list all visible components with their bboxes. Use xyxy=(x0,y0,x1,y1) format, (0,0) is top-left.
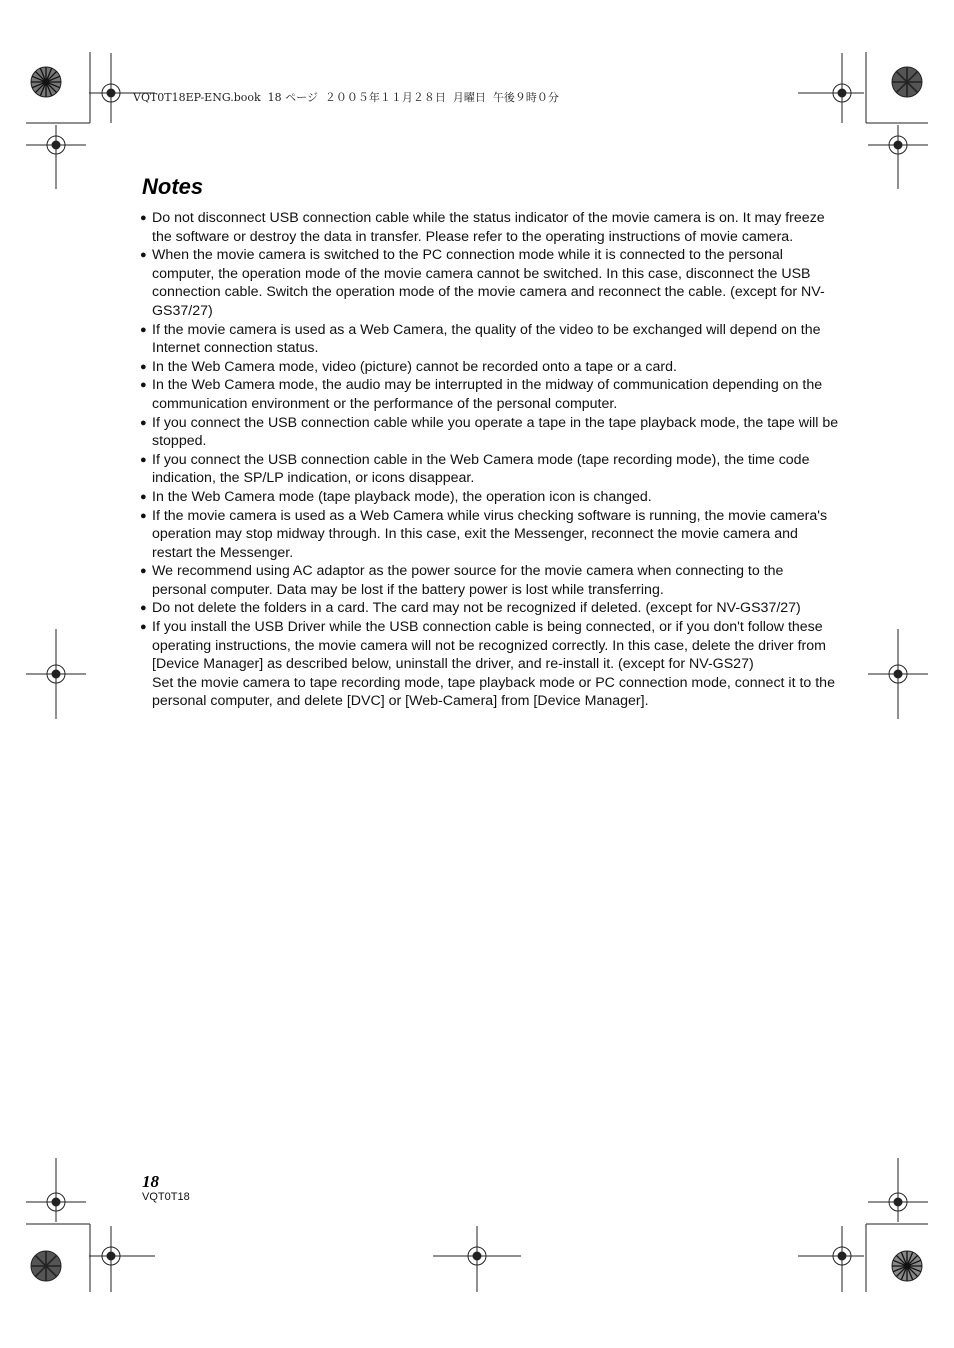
print-header: VQT0T18EP-ENG.book 18 ページ ２００５年１１月２８日 月曜日 午後９時０分 xyxy=(133,91,559,104)
note-text: We recommend using AC adaptor as the power source for the movie camera when connecting to the personal computer. Data may be lost if the battery power is lost while transferring. xyxy=(152,563,784,598)
bullet-icon: ● xyxy=(140,490,147,503)
bullet-icon: ● xyxy=(140,509,147,522)
document-code: VQT0T18 xyxy=(142,1191,190,1203)
page-number: 18 xyxy=(142,1172,159,1191)
crosshair-icon xyxy=(89,1226,155,1292)
note-text: Do not disconnect USB connection cable while the status indicator of the movie camera is on. It may freeze the software or destroy the data in transfer. Please refer to the operating instructions of movie camera. xyxy=(152,210,825,245)
list-item xyxy=(140,321,840,358)
note-text: Do not delete the folders in a card. The card may not be recognized if deleted. (except for NV-GS37/27) xyxy=(152,600,801,617)
list-item xyxy=(140,376,840,413)
note-text: If the movie camera is used as a Web Camera while virus checking software is running, the movie camera's operation may stop midway through. In this case, exit the Messenger, reconnect the movie camera and restart the Messenger. xyxy=(152,507,828,561)
list-item xyxy=(140,488,840,507)
bullet-icon: ● xyxy=(140,212,147,224)
note-text: In the Web Camera mode (tape playback mode), the operation icon is changed. xyxy=(152,488,652,505)
list-item xyxy=(140,599,840,618)
list-item xyxy=(140,246,840,320)
crosshair-icon xyxy=(868,629,928,719)
note-continuation: Set the movie camera to tape recording mode, tape playback mode or PC connection mode, connect it to the personal computer, and delete [DVC] or [Web-Camera] from [Device Manager]. xyxy=(152,674,835,710)
crosshair-icon xyxy=(798,1226,864,1292)
crosshair-icon xyxy=(89,53,155,123)
note-text: When the movie camera is switched to the PC connection mode while it is connected to the personal computer, the operation mode of the movie camera cannot be switched. In this case, disconnect the USB connection cable. Switch the operation mode of the movie camera and reconnect the cable. (except for NV-GS37/27) xyxy=(152,247,825,319)
list-item xyxy=(140,562,840,599)
note-text: If you install the USB Driver while the USB connection cable is being connected, or if you don't follow these operating instructions, the movie camera will not be recognized correctly. In this case, delete the driver from [Device Manager] as described below, uninstall the driver, and re-install it. (except for NV-GS27) xyxy=(152,619,826,673)
bullet-icon: ● xyxy=(140,360,147,373)
bullet-icon: ● xyxy=(140,565,147,578)
crosshair-icon xyxy=(26,629,86,719)
list-item xyxy=(140,618,840,711)
registration-wheel-icon xyxy=(31,1251,61,1281)
crosshair-icon xyxy=(868,125,928,189)
list-item xyxy=(140,451,840,488)
note-text: In the Web Camera mode, the audio may be interrupted in the midway of communication depending on the communication environment or the performance of the personal computer. xyxy=(152,377,823,412)
crosshair-icon xyxy=(433,1226,521,1292)
list-item xyxy=(140,507,840,563)
registration-wheel-icon xyxy=(892,1251,922,1281)
note-text: In the Web Camera mode, video (picture) cannot be recorded onto a tape or a card. xyxy=(152,358,677,375)
crosshair-icon xyxy=(26,1158,86,1222)
note-text: If you connect the USB connection cable in the Web Camera mode (tape recording mode), the time code indication, the SP/LP indication, or icons disappear. xyxy=(152,451,810,487)
crosshair-icon xyxy=(26,125,86,189)
registration-wheel-icon xyxy=(892,67,922,97)
list-item xyxy=(140,209,840,246)
bullet-icon: ● xyxy=(140,379,147,392)
list-item xyxy=(140,414,840,451)
note-text: If you connect the USB connection cable while you operate a tape in the tape playback mode, the tape will be stopped. xyxy=(152,414,839,450)
crosshair-icon xyxy=(798,53,864,123)
crosshair-icon xyxy=(868,1158,928,1222)
bullet-icon: ● xyxy=(140,602,147,615)
bullet-icon: ● xyxy=(140,323,147,336)
bullet-icon: ● xyxy=(140,453,147,466)
notes-list xyxy=(140,209,840,711)
bullet-icon: ● xyxy=(140,621,147,634)
bullet-icon: ● xyxy=(140,416,147,429)
registration-wheel-icon xyxy=(31,67,61,97)
list-item xyxy=(140,358,840,377)
section-title: Notes xyxy=(142,174,204,199)
bullet-icon: ● xyxy=(140,249,147,262)
note-text: If the movie camera is used as a Web Camera, the quality of the video to be exchanged will depend on the Internet connection status. xyxy=(152,321,821,357)
